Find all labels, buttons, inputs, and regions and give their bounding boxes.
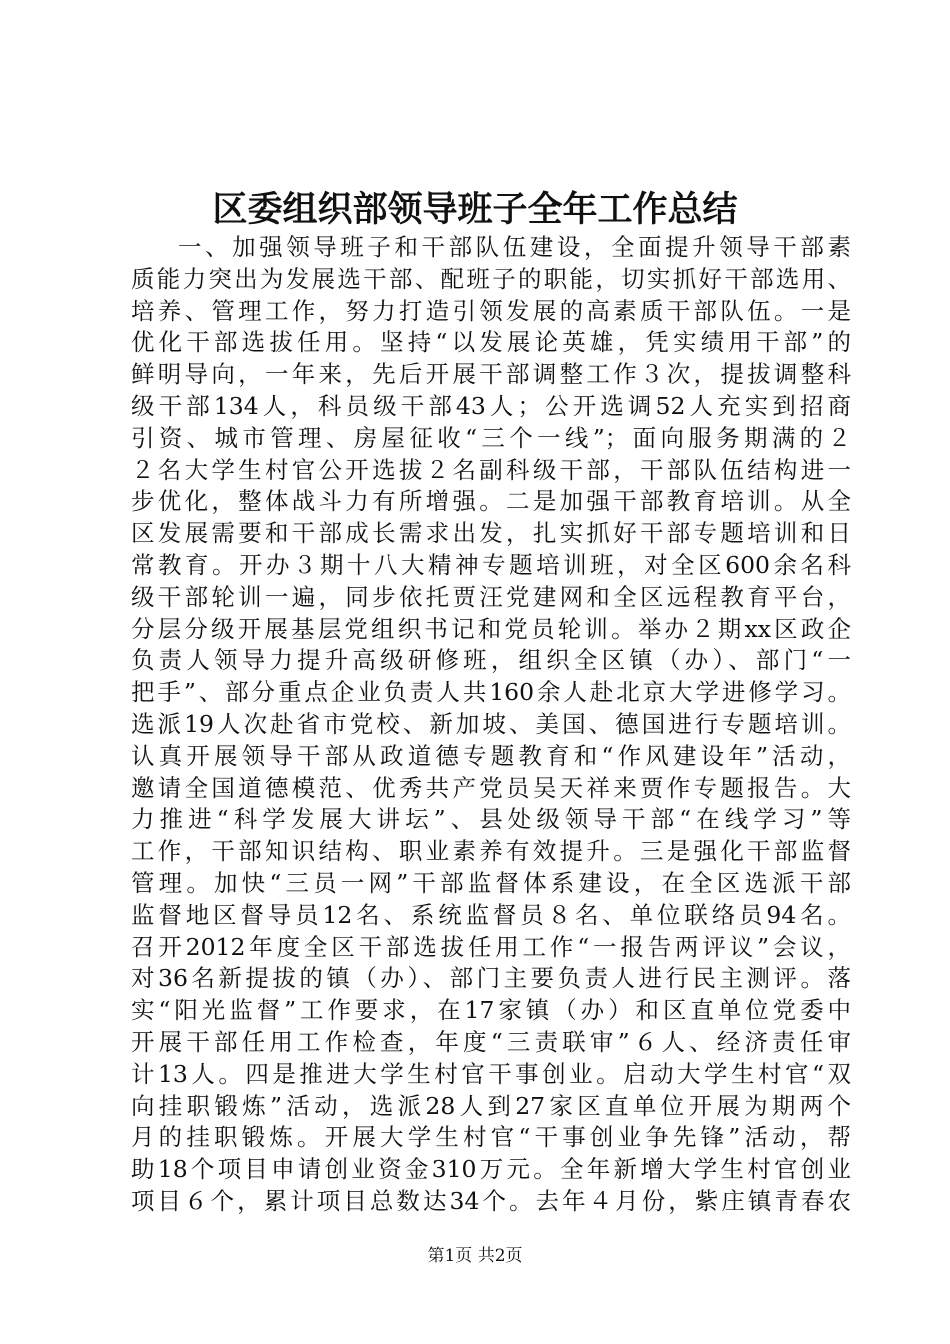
paragraph-line: 计13人。四是推进大学生村官干事创业。启动大学生村官“双 xyxy=(131,1059,851,1088)
paragraph-line: 分层分级开展基层党组织书记和党员轮训。举办２期xx区政企 xyxy=(131,614,851,643)
paragraph-line: 助18个项目申请创业资金310万元。全年新增大学生村官创业 xyxy=(131,1155,851,1184)
paragraph-line: 工作，干部知识结构、职业素养有效提升。三是强化干部监督 xyxy=(131,837,851,866)
paragraph-line: 常教育。开办３期十八大精神专题培训班，对全区600余名科 xyxy=(131,550,851,579)
document-title: 区委组织部领导班子全年工作总结 xyxy=(212,189,738,230)
paragraph-line: 培养、管理工作，努力打造引领发展的高素质干部队伍。一是 xyxy=(131,296,851,325)
paragraph-line: 级干部134人，科员级干部43人；公开选调52人充实到招商 xyxy=(131,391,851,420)
paragraph-line: 监督地区督导员12名、系统监督员８名、单位联络员94名。 xyxy=(131,900,851,929)
paragraph-line: ２名大学生村官公开选拔２名副科级干部，干部队伍结构进一 xyxy=(131,455,851,484)
paragraph-line: 质能力突出为发展选干部、配班子的职能，切实抓好干部选用、 xyxy=(131,264,851,293)
paragraph-line: 级干部轮训一遍，同步依托贾汪党建网和全区远程教育平台， xyxy=(131,582,851,611)
paragraph-line: 项目６个，累计项目总数达34个。去年４月份，紫庄镇青春农 xyxy=(131,1186,851,1215)
paragraph-line: 向挂职锻炼”活动，选派28人到27家区直单位开展为期两个 xyxy=(131,1091,851,1120)
paragraph-line: 对36名新提拔的镇（办）、部门主要负责人进行民主测评。落 xyxy=(131,964,851,993)
paragraph-line: 一、加强领导班子和干部队伍建设，全面提升领导干部素 xyxy=(178,233,851,261)
paragraph-line: 实“阳光监督”工作要求，在17家镇（办）和区直单位党委中 xyxy=(131,996,851,1025)
paragraph-line: 开展干部任用工作检查，年度“三责联审”６人、经济责任审 xyxy=(131,1027,851,1056)
paragraph-line: 力推进“科学发展大讲坛”、县处级领导干部“在线学习”等 xyxy=(131,805,851,834)
paragraph-line: 邀请全国道德模范、优秀共产党员吴天祥来贾作专题报告。大 xyxy=(131,773,851,802)
paragraph-line: 召开2012年度全区干部选拔任用工作“一报告两评议”会议， xyxy=(131,932,851,961)
paragraph-line: 把手”、部分重点企业负责人共160余人赴北京大学进修学习。 xyxy=(131,678,851,707)
paragraph-line: 负责人领导力提升高级研修班，组织全区镇（办）、部门“一 xyxy=(131,646,851,675)
paragraph-line: 区发展需要和干部成长需求出发，扎实抓好干部专题培训和日 xyxy=(131,519,851,548)
paragraph-line: 管理。加快“三员一网”干部监督体系建设，在全区选派干部 xyxy=(131,868,851,897)
paragraph-line: 优化干部选拔任用。坚持“以发展论英雄，凭实绩用干部”的 xyxy=(131,328,851,357)
document-body xyxy=(131,232,851,1218)
page-number-footer: 第1页 共2页 xyxy=(427,1246,523,1266)
paragraph-line: 认真开展领导干部从政道德专题教育和“作风建设年”活动， xyxy=(131,741,851,770)
paragraph-line: 引资、城市管理、房屋征收“三个一线”；面向服务期满的２ xyxy=(131,423,851,452)
paragraph-line: 步优化，整体战斗力有所增强。二是加强干部教育培训。从全 xyxy=(131,487,851,516)
paragraph-line: 月的挂职锻炼。开展大学生村官“干事创业争先锋”活动，帮 xyxy=(131,1123,851,1152)
paragraph-line: 选派19人次赴省市党校、新加坡、美国、德国进行专题培训。 xyxy=(131,709,851,738)
paragraph-line: 鲜明导向，一年来，先后开展干部调整工作３次，提拔调整科 xyxy=(131,360,851,389)
